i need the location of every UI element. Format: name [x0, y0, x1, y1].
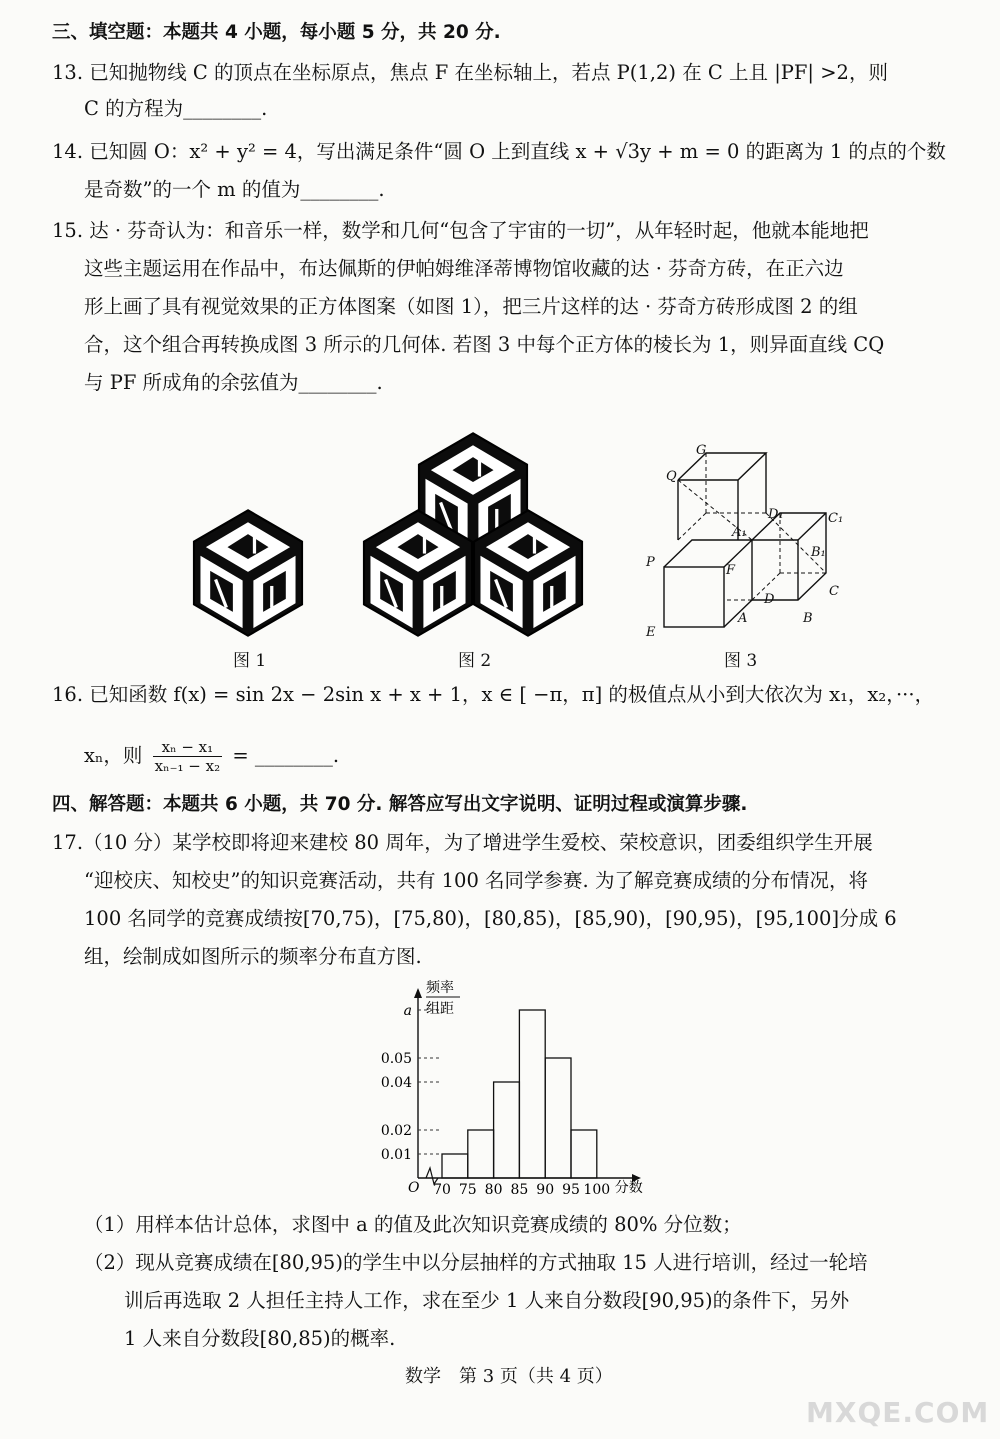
watermark: MXQE.COM — [806, 1396, 990, 1429]
figure-2-caption: 图 2 — [458, 651, 492, 671]
histogram-bar — [468, 1130, 494, 1178]
fig3-label-D1: D₁ — [768, 507, 784, 522]
fig3-label-P: P — [646, 555, 655, 570]
fig3-label-A: A — [738, 611, 748, 626]
q16-line2 — [84, 738, 339, 775]
y-axis-label-top: 频率 — [426, 980, 454, 996]
fig3-label-E: E — [646, 625, 656, 640]
fig3-label-B1: B₁ — [811, 545, 826, 560]
section-3-heading: 三、填空题：本题共 4 小题，每小题 5 分，共 20 分. — [52, 22, 501, 43]
x-tick-label: 95 — [562, 1182, 580, 1198]
fig3-label-Q: Q — [666, 469, 677, 484]
fig3-label-D: D — [764, 592, 775, 607]
y-tick-label: a — [403, 1003, 412, 1019]
figure-1-cube — [194, 510, 302, 635]
q16-fraction-denominator: xₙ₋₁ − x₂ — [154, 757, 221, 775]
histogram-bar — [545, 1058, 571, 1178]
figure-1-2-cubes — [0, 415, 620, 650]
section-4-heading: 四、解答题：本题共 6 小题，共 70 分. 解答应写出文字说明、证明过程或演算步骤. — [52, 794, 748, 815]
fig3-label-F: F — [726, 563, 736, 578]
x-tick-label: 75 — [458, 1182, 477, 1198]
figure-3-solid — [640, 440, 870, 645]
y-axis-arrow — [414, 988, 422, 998]
q17-sub1: （1）用样本估计总体，求图中 a 的值及此次知识竞赛成绩的 80% 分位数； — [84, 1213, 742, 1236]
x-axis-label: 分数 — [614, 1180, 643, 1196]
figure-3-caption: 图 3 — [724, 651, 758, 671]
fig3-label-C1: C₁ — [828, 511, 844, 526]
q15-line2: 这些主题运用在作品中，布达佩斯的伊帕姆维泽蒂博物馆收藏的达 · 芬奇方砖，在正六边 — [84, 257, 844, 280]
q17-sub2-line1: （2）现从竞赛成绩在[80,95)的学生中以分层抽样的方式抽取 15 人进行培训，经过一轮培 — [84, 1251, 868, 1274]
x-tick-label: 80 — [484, 1182, 503, 1198]
fig3-label-B: B — [803, 611, 813, 626]
q16-fraction-numerator: xₙ − x₁ — [153, 738, 222, 757]
x-tick-label: 85 — [510, 1182, 529, 1198]
histogram-bar — [494, 1082, 520, 1178]
q17-sub2-line3: 1 人来自分数段[80,85)的概率. — [124, 1327, 396, 1350]
q17-sub2-line2: 训后再选取 2 人担任主持人工作，求在至少 1 人来自分数段[90,95)的条件下，另外 — [124, 1289, 850, 1312]
q16-line1: 16. 已知函数 f(x) = sin 2x − 2sin x + x + 1，x ∈ [ −π，π] 的极值点从小到大依次为 x₁，x₂，···， — [52, 683, 935, 706]
figure-1-caption: 图 1 — [233, 651, 267, 671]
q17-line4: 组，绘制成如图所示的频率分布直方图. — [84, 945, 422, 968]
q15-line3: 形上画了具有视觉效果的正方体图案（如图 1），把三片这样的达 · 芬奇方砖形成图 2 的组 — [84, 295, 858, 318]
q15-line1: 15. 达 · 芬奇认为：和音乐一样，数学和几何“包含了宇宙的一切”，从年轻时起，他就本能地把 — [52, 219, 869, 242]
x-tick-label: 90 — [536, 1182, 555, 1198]
q15-line5: 与 PF 所成角的余弦值为________. — [84, 371, 383, 394]
y-axis-label-bottom: 组距 — [426, 1001, 454, 1017]
histogram-bar — [519, 1010, 545, 1178]
q17-line2: “迎校庆、知校史”的知识竞赛活动，共有 100 名同学参赛. 为了解竞赛成绩的分布情况，将 — [84, 869, 868, 892]
origin-label: O — [408, 1180, 420, 1196]
fig3-label-C: C — [829, 584, 839, 599]
x-tick-label: 100 — [583, 1182, 611, 1198]
fig3-label-G: G — [696, 443, 707, 458]
q16-prefix: xₙ，则 — [84, 744, 143, 767]
y-tick-label: 0.05 — [380, 1051, 412, 1067]
fig3-label-A1: A₁ — [732, 525, 747, 540]
x-tick-label: 70 — [433, 1182, 451, 1198]
histogram-bar — [571, 1130, 597, 1178]
y-tick-label: 0.01 — [380, 1147, 412, 1163]
y-tick-label: 0.02 — [380, 1123, 412, 1139]
y-tick-label: 0.04 — [380, 1075, 412, 1091]
frequency-histogram — [370, 978, 670, 1206]
q17-line1: 17.（10 分）某学校即将迎来建校 80 周年，为了增进学生爱校、荣校意识，团委组织学生开展 — [52, 831, 873, 854]
page-footer: 数学 第 3 页（共 4 页） — [405, 1366, 613, 1387]
q15-line4: 合，这个组合再转换成图 3 所示的几何体. 若图 3 中每个正方体的棱长为 1，则异面直线 CQ — [84, 333, 885, 356]
q13-line2: C 的方程为________. — [84, 97, 268, 120]
q16-suffix: = ________. — [232, 744, 340, 767]
histogram-bar — [442, 1154, 468, 1178]
q13-line1: 13. 已知抛物线 C 的顶点在坐标原点，焦点 F 在坐标轴上，若点 P(1,2) 在 C 上且 |PF| >2，则 — [52, 61, 888, 84]
q17-line3: 100 名同学的竞赛成绩按[70,75)，[75,80)，[80,85)，[85,90)，[90,95)，[95,100]分成 6 — [84, 907, 897, 930]
q16-fraction — [153, 738, 222, 775]
q14-line1: 14. 已知圆 O：x² + y² = 4，写出满足条件“圆 O 上到直线 x + √3y + m = 0 的距离为 1 的点的个数 — [52, 140, 946, 163]
q14-line2: 是奇数”的一个 m 的值为________. — [84, 178, 385, 201]
